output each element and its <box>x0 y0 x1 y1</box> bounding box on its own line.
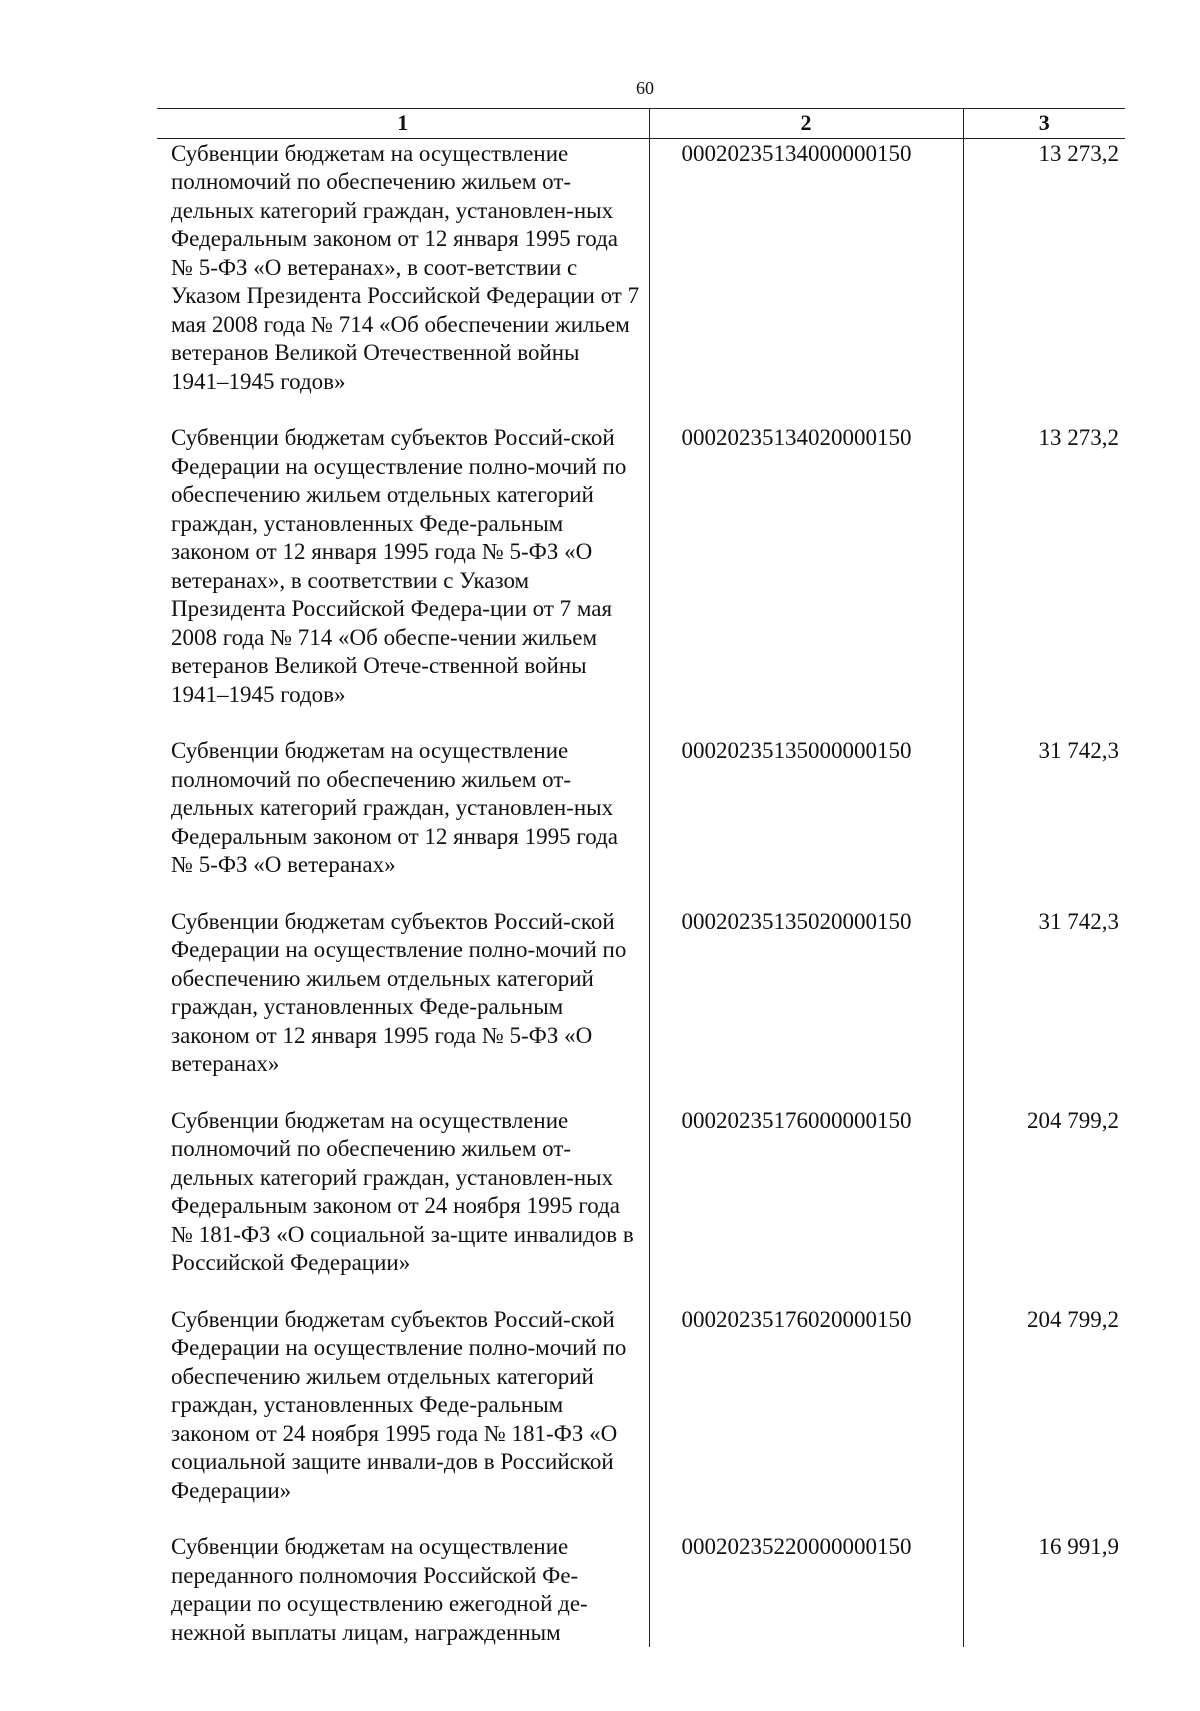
row-description: Субвенции бюджетам субъектов Россий-ской Федерации на осуществление полно-мочий по обеспечению жильем отдельных категорий граждан, установленных Феде-ральным законом от 24 ноября 1995 года № 181-ФЗ «О социальной защите инвали-дов в Российской Федерации» <box>171 1306 627 1503</box>
row-description: Субвенции бюджетам на осуществление переданного полномочия Российской Фе-дерации по осуществлению ежегодной де-нежной выплаты лицам, награжденным <box>171 1534 588 1645</box>
page-number: 60 <box>636 78 654 98</box>
row-code: 00020235176020000150 <box>649 1306 963 1534</box>
table-row <box>157 138 1125 424</box>
budget-table <box>157 108 1125 1647</box>
row-amount: 31 742,3 <box>963 908 1125 1107</box>
row-amount: 13 273,2 <box>963 138 1125 424</box>
row-code: 00020235135020000150 <box>649 908 963 1107</box>
row-amount: 204 799,2 <box>963 1306 1125 1534</box>
table-row <box>157 424 1125 737</box>
row-code: 00020235220000000150 <box>649 1533 963 1647</box>
table-row <box>157 1306 1125 1534</box>
row-description: Субвенции бюджетам на осуществление полномочий по обеспечению жильем от-дельных категорий граждан, установлен-ных Федеральным законом от 12 января 1995 года № 5-ФЗ «О ветеранах», в соот-ветствии с Указом Президента Российской Федерации от 7 мая 2008 года № 714 «Об обеспечении жильем ветеранов Великой Отечественной войны 1941–1945 годов» <box>171 140 640 394</box>
column-header-2: 2 <box>649 109 963 139</box>
table-header-row <box>157 109 1125 139</box>
row-description: Субвенции бюджетам субъектов Россий-ской Федерации на осуществление полно-мочий по обеспечению жильем отдельных категорий граждан, установленных Феде-ральным законом от 12 января 1995 года № 5-ФЗ «О ветеранах» <box>171 908 627 1076</box>
column-header-1: 1 <box>157 109 649 139</box>
row-amount: 204 799,2 <box>963 1107 1125 1306</box>
row-description: Субвенции бюджетам на осуществление полномочий по обеспечению жильем от-дельных категорий граждан, установлен-ных Федеральным законом от 24 ноября 1995 года № 181-ФЗ «О социальной за-щите инвалидов в Российской Федерации» <box>171 1107 634 1275</box>
row-amount: 13 273,2 <box>963 424 1125 737</box>
table-row <box>157 1107 1125 1306</box>
table-row <box>157 908 1125 1107</box>
row-code: 00020235135000000150 <box>649 737 963 908</box>
row-code: 00020235176000000150 <box>649 1107 963 1306</box>
column-header-3: 3 <box>963 109 1125 139</box>
row-code: 00020235134020000150 <box>649 424 963 737</box>
row-amount: 16 991,9 <box>963 1533 1125 1647</box>
table-row <box>157 1533 1125 1647</box>
table-row <box>157 737 1125 908</box>
row-description: Субвенции бюджетам субъектов Россий-ской Федерации на осуществление полно-мочий по обеспечению жильем отдельных категорий граждан, установленных Феде-ральным законом от 12 января 1995 года № 5-ФЗ «О ветеранах», в соответствии с Указом Президента Российской Федера-ции от 7 мая 2008 года № 714 «Об обеспе-чении жильем ветеранов Великой Отече-ственной войны 1941–1945 годов» <box>171 425 627 707</box>
row-description: Субвенции бюджетам на осуществление полномочий по обеспечению жильем от-дельных категорий граждан, установлен-ных Федеральным законом от 12 января 1995 года № 5-ФЗ «О ветеранах» <box>171 738 618 877</box>
row-amount: 31 742,3 <box>963 737 1125 908</box>
row-code: 00020235134000000150 <box>649 138 963 424</box>
